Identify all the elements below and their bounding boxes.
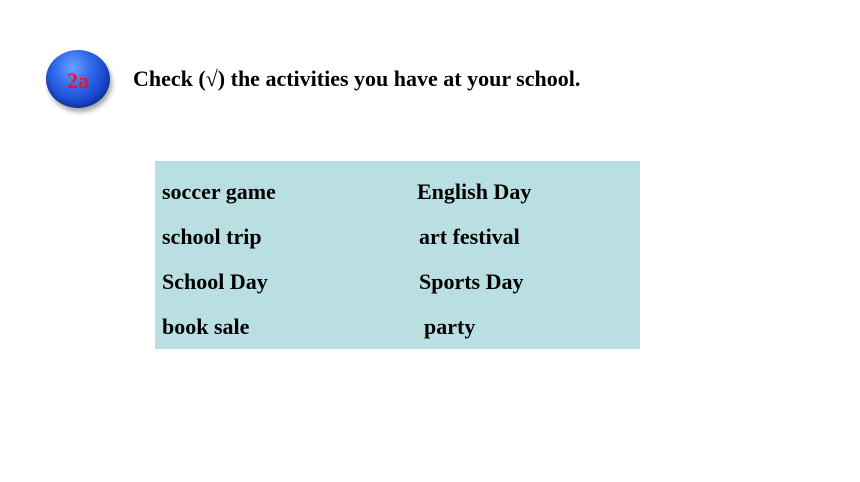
exercise-number-badge	[46, 50, 110, 108]
activity-item-school-trip: school trip	[162, 224, 262, 249]
activity-item-english-day: English Day	[417, 179, 532, 204]
activity-item-art-festival: art festival	[419, 224, 520, 249]
activity-item-book-sale: book sale	[162, 314, 250, 339]
activity-item-party: party	[424, 314, 476, 339]
exercise-number-label: 2a	[67, 68, 89, 93]
instruction-text: Check (√) the activities you have at your school.	[133, 66, 581, 91]
activity-list-box	[155, 161, 640, 349]
activity-item-soccer-game: soccer game	[162, 179, 276, 204]
activity-item-sports-day: Sports Day	[419, 269, 524, 294]
activity-item-school-day: School Day	[162, 269, 268, 294]
